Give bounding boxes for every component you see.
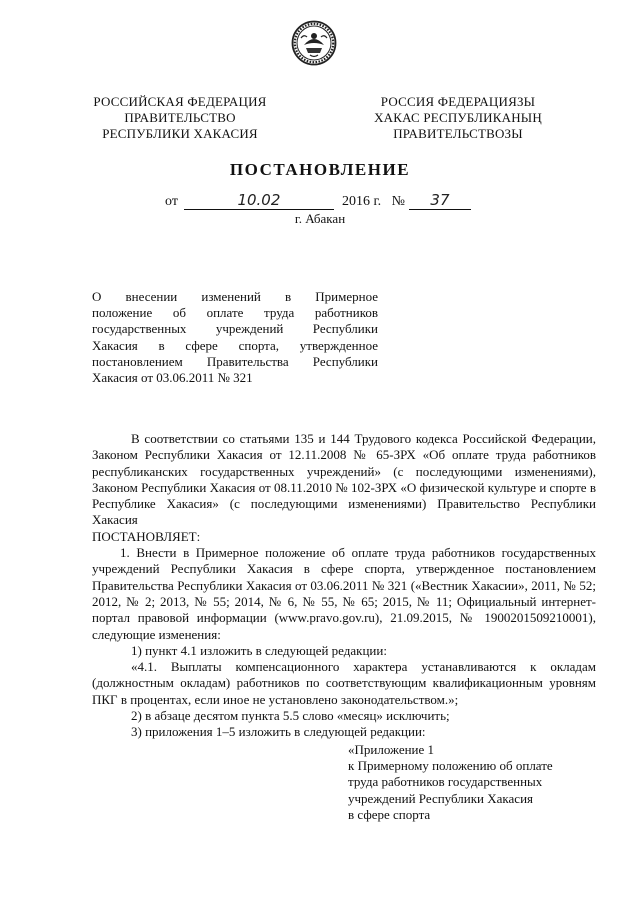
body-paragraph: 2) в абзаце десятом пункта 5.5 слово «месяц» исключить;: [131, 708, 450, 724]
body-paragraph-resolution: ПОСТАНОВЛЯЕТ:: [92, 528, 201, 544]
year-label: 2016 г.: [341, 194, 382, 209]
appendix-line: «Приложение 1: [348, 742, 435, 757]
body-paragraph: «4.1. Выплаты компенсационного характера устанавливаются к окладам (должностным окладам) работников по соответствующим квалификационным уровням ПКГ в процентах, если иное не установлено законодательством.»;: [92, 659, 596, 707]
city-label: г. Абакан: [294, 211, 346, 226]
appendix-line: к Примерному положению об оплате: [348, 758, 553, 774]
header-right-block: [358, 94, 558, 142]
appendix-header: [348, 742, 588, 823]
appendix-line: труда работников государственных: [348, 774, 543, 790]
header-left-line: ПРАВИТЕЛЬСТВО: [124, 110, 236, 125]
subject-line: постановлением Правительства Республики: [92, 353, 378, 369]
header-right-line: РОССИЯ ФЕДЕРАЦИЯЗЫ: [380, 94, 536, 109]
number-field: 37: [409, 193, 471, 210]
header-left-line: РОССИЙСКАЯ ФЕДЕРАЦИЯ: [93, 94, 267, 109]
subject-line: Хакасия от 03.06.2011 № 321: [92, 370, 253, 386]
appendix-line: в сфере спорта: [348, 806, 431, 822]
coat-of-arms-emblem-icon: [291, 20, 337, 66]
document-body: [92, 431, 596, 741]
document-title: ПОСТАНОВЛЕНИЕ: [229, 160, 411, 179]
date-field: 10.02: [184, 193, 334, 210]
body-paragraph: В соответствии со статьями 135 и 144 Трудового кодекса Российской Федерации, Законом Республики Хакасия от 12.11.2008 № 65-ЗРХ «Об оплате труда работников республиканских государственных учреждений» (с последующими изменениями), Законом Республики Хакасия от 08.11.2010 № 102-ЗРХ «О физической культуре и спорте в Республике Хакасия» (с последующими изменениями) Правительство Республики Хакасия: [92, 431, 596, 528]
subject-line: государственных учреждений Республики: [92, 321, 378, 337]
appendix-line: учреждений Республики Хакасия: [348, 790, 534, 806]
subject-line: положение об оплате труда работников: [92, 305, 378, 321]
body-paragraph: 3) приложения 1–5 изложить в следующей редакции:: [131, 724, 426, 740]
date-number-line: [165, 193, 471, 210]
header-left-block: [80, 94, 280, 142]
number-label: №: [391, 194, 405, 209]
subject-block: [92, 289, 378, 386]
date-prefix: от: [165, 194, 178, 209]
header-right-line: ПРАВИТЕЛЬСТВОЗЫ: [393, 126, 523, 141]
body-paragraph: 1) пункт 4.1 изложить в следующей редакции:: [131, 642, 387, 658]
body-paragraph: 1. Внести в Примерное положение об оплате труда работников государственных учреждений Республики Хакасия в сфере спорта, утвержденное постановлением Правительства Республики Хакасия от 03.06.2011 № 321 («Вестник Хакасии», 2011, № 52; 2012, № 2; 2013, № 55; 2014, № 6, № 55, № 65; 2015, № 11; Официальный интернет-портал правовой информации (www.pravo.gov.ru), 21.09.2015, № 1900201509210001), следующие изменения:: [92, 545, 596, 642]
header-right-line: ХАКАС РЕСПУБЛИКАНЫҢ: [374, 110, 542, 125]
subject-line: Хакасия в сфере спорта, утвержденное: [92, 337, 378, 353]
subject-line: О внесении изменений в Примерное: [92, 289, 378, 304]
header-left-line: РЕСПУБЛИКИ ХАКАСИЯ: [102, 126, 258, 141]
